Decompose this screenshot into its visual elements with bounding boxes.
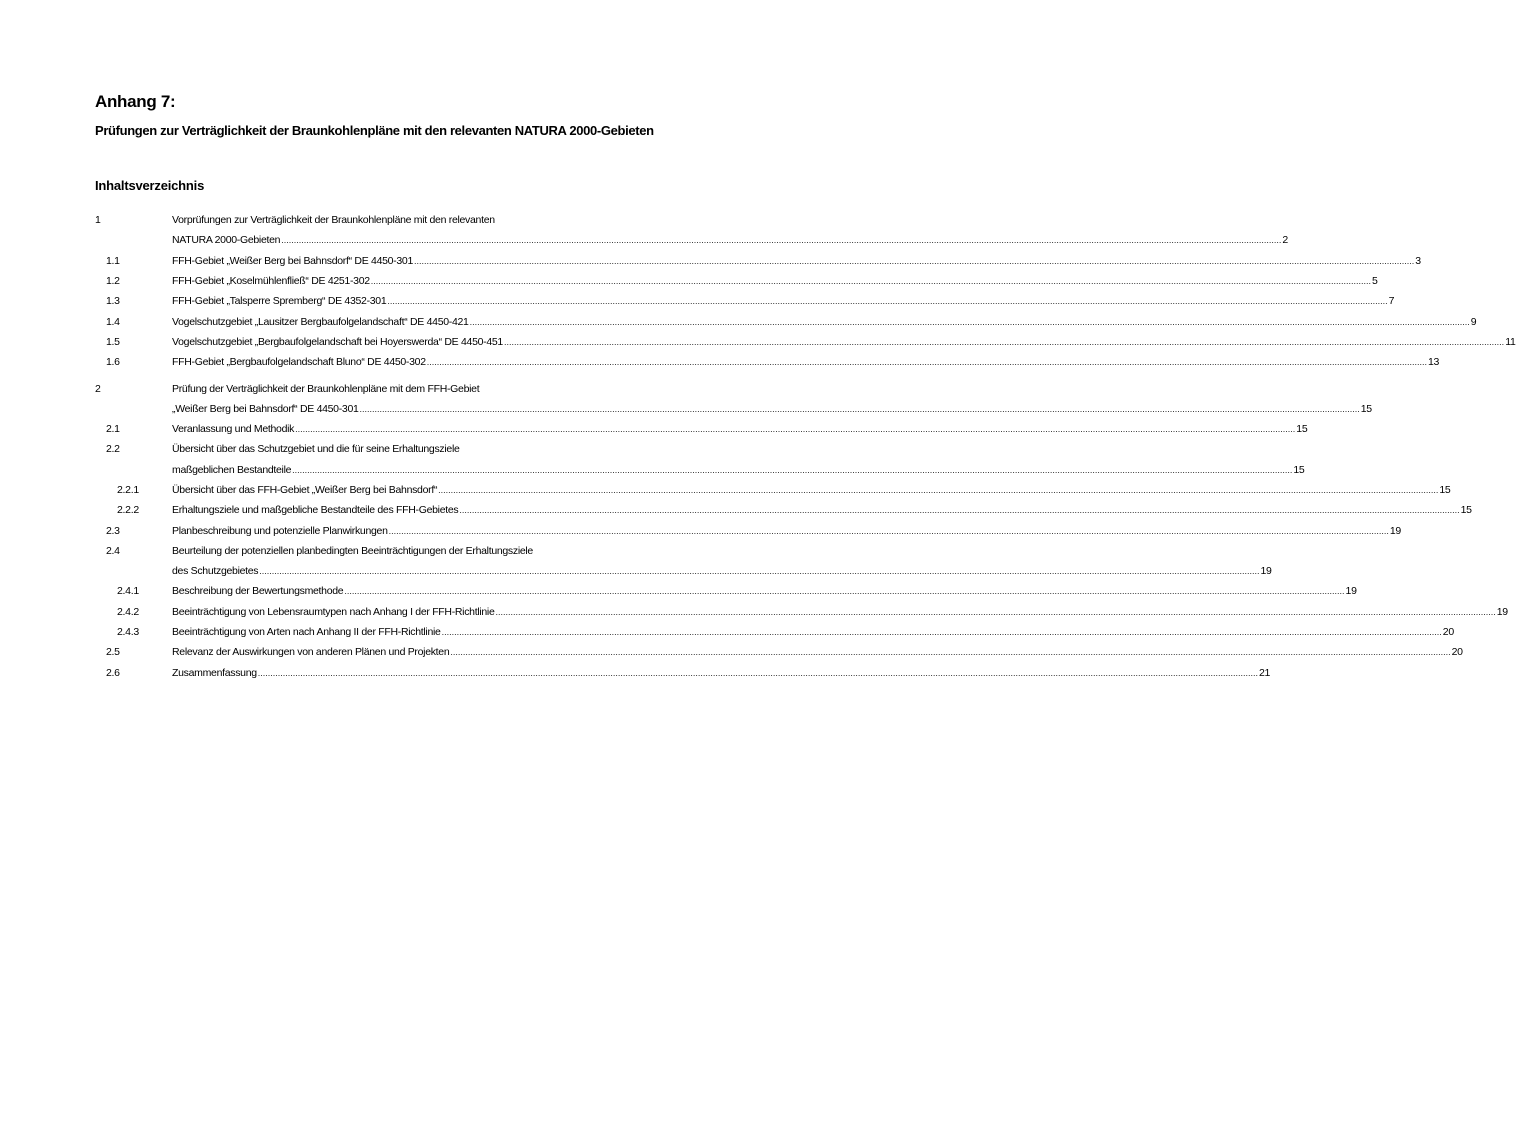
toc-entry-title: Zusammenfassung: [172, 666, 257, 679]
toc-entry-number: 1.2: [106, 275, 120, 288]
toc-entry-title: „Weißer Berg bei Bahnsdorf“ DE 4450-301: [172, 402, 359, 415]
toc-entry-page: 19: [1260, 565, 1272, 578]
toc-entry-title: Vogelschutzgebiet „Lausitzer Bergbaufolgelandschaft“ DE 4450-421: [172, 315, 469, 328]
toc-entry-page: 7: [1388, 295, 1395, 308]
toc-entry-line: [95, 332, 1516, 352]
toc-entry[interactable]: [95, 541, 1272, 582]
toc-dot-leader: ................................................................................................................................................................................................................................................................................................................................................................................................................: [292, 464, 1293, 475]
toc-entry-line: [95, 251, 1421, 271]
toc-dot-leader: ................................................................................................................................................................................................................................................................................................................................................................................................................: [426, 357, 1427, 368]
toc-entry[interactable]: [95, 663, 1271, 683]
toc-entry[interactable]: [95, 642, 1463, 662]
toc-entry-line: [95, 663, 1271, 683]
toc-dot-leader: ................................................................................................................................................................................................................................................................................................................................................................................................................: [259, 566, 1260, 577]
toc-dot-leader: ................................................................................................................................................................................................................................................................................................................................................................................................................: [359, 403, 1360, 414]
toc-entry-number: 2.2: [106, 443, 120, 456]
toc-entry[interactable]: [95, 622, 1454, 642]
toc-dot-leader: ................................................................................................................................................................................................................................................................................................................................................................................................................: [495, 606, 1496, 617]
toc-entry-number: 2.4.1: [117, 585, 139, 598]
toc-entry-page: 15: [1293, 463, 1305, 476]
toc-entry-number: 1.5: [106, 335, 120, 348]
toc-entry-line: [95, 291, 1395, 311]
toc-entry-title: Planbeschreibung und potenzielle Planwirkungen: [172, 524, 388, 537]
toc-entry-page: 5: [1372, 275, 1378, 288]
toc-entry-line: [95, 480, 1451, 500]
toc-entry[interactable]: [95, 581, 1357, 601]
toc-entry-line: [95, 419, 1308, 439]
toc-entry-page: 11: [1505, 335, 1516, 348]
toc-entry-page: 15: [1296, 423, 1308, 436]
toc-entry-title: Beeinträchtigung von Lebensraumtypen nach Anhang I der FFH-Richtlinie: [172, 605, 495, 618]
toc-entry-number: 2.6: [106, 666, 120, 679]
toc-dot-leader: ................................................................................................................................................................................................................................................................................................................................................................................................................: [344, 586, 1345, 597]
toc-entry[interactable]: [95, 210, 1288, 251]
table-of-contents: [95, 210, 1516, 683]
toc-entry-number: 1.4: [106, 315, 120, 328]
toc-entry-line: [95, 622, 1454, 642]
toc-entry-number: 2.3: [106, 524, 120, 537]
toc-entry-title: Relevanz der Auswirkungen von anderen Plänen und Projekten: [172, 646, 450, 659]
toc-dot-leader: ................................................................................................................................................................................................................................................................................................................................................................................................................: [388, 525, 1389, 536]
toc-entry-line: [95, 378, 707, 398]
toc-entry-title: Beurteilung der potenziellen planbedingten Beeinträchtigungen der Erhaltungsziele: [172, 544, 533, 557]
toc-entry[interactable]: [95, 602, 1508, 622]
toc-entry[interactable]: [95, 520, 1401, 540]
toc-entry-page: 19: [1389, 524, 1401, 537]
toc-dot-leader: ................................................................................................................................................................................................................................................................................................................................................................................................................: [503, 336, 1505, 347]
toc-entry-line: [95, 581, 1357, 601]
toc-entry-page: 13: [1427, 356, 1440, 369]
toc-dot-leader: ................................................................................................................................................................................................................................................................................................................................................................................................................: [257, 667, 1258, 678]
toc-entry-page: 9: [1470, 315, 1477, 328]
toc-entry-title: FFH-Gebiet „Koselmühlenfließ“ DE 4251-302: [172, 275, 370, 288]
toc-entry-page: 19: [1345, 585, 1357, 598]
toc-entry-line: [95, 352, 1440, 372]
toc-entry-page: 15: [1460, 504, 1472, 517]
toc-entry-number: 2: [95, 382, 101, 395]
toc-entry-title: Beeinträchtigung von Arten nach Anhang II der FFH-Richtlinie: [172, 626, 441, 639]
toc-dot-leader: ................................................................................................................................................................................................................................................................................................................................................................................................................: [450, 647, 1451, 658]
toc-entry-title: Erhaltungsziele und maßgebliche Bestandteile des FFH-Gebietes: [172, 504, 459, 517]
annex-heading: Anhang 7:: [95, 92, 176, 111]
toc-entry-number: 1.3: [106, 295, 120, 308]
toc-dot-leader: ................................................................................................................................................................................................................................................................................................................................................................................................................: [459, 505, 1460, 516]
toc-entry-title: FFH-Gebiet „Weißer Berg bei Bahnsdorf“ DE 4450-301: [172, 254, 413, 267]
toc-dot-leader: ................................................................................................................................................................................................................................................................................................................................................................................................................: [438, 485, 1439, 495]
toc-entry-line: [95, 311, 1477, 331]
toc-dot-leader: ................................................................................................................................................................................................................................................................................................................................................................................................................: [441, 627, 1442, 638]
toc-entry[interactable]: [95, 291, 1395, 311]
toc-entry[interactable]: [95, 500, 1472, 520]
toc-entry-title: NATURA 2000-Gebieten: [172, 234, 281, 247]
toc-entry-title: maßgeblichen Bestandteile: [172, 463, 292, 476]
toc-entry-title: des Schutzgebietes: [172, 565, 259, 578]
toc-entry[interactable]: [95, 378, 1372, 419]
toc-dot-leader: ................................................................................................................................................................................................................................................................................................................................................................................................................: [469, 316, 1470, 327]
toc-entry[interactable]: [95, 439, 1305, 480]
toc-entry-line: [95, 210, 707, 230]
toc-dot-leader: ................................................................................................................................................................................................................................................................................................................................................................................................................: [414, 255, 1415, 266]
toc-entry[interactable]: [95, 332, 1516, 352]
toc-dot-leader: ................................................................................................................................................................................................................................................................................................................................................................................................................: [281, 235, 1282, 246]
toc-entry-page: 20: [1442, 626, 1454, 639]
toc-entry-title: Veranlassung und Methodik: [172, 423, 295, 436]
toc-entry-line: [95, 399, 1372, 419]
toc-entry-title: Beschreibung der Bewertungsmethode: [172, 585, 344, 598]
toc-entry-page: 21: [1259, 666, 1271, 679]
toc-entry-number: 2.4.2: [117, 605, 139, 618]
toc-dot-leader: ................................................................................................................................................................................................................................................................................................................................................................................................................: [295, 424, 1296, 435]
toc-entry[interactable]: [95, 419, 1308, 439]
toc-entry-number: 2.1: [106, 423, 120, 436]
toc-entry[interactable]: [95, 480, 1451, 500]
annex-subheading: Prüfungen zur Verträglichkeit der Braunkohlenpläne mit den relevanten NATURA 2000-Gebieten: [95, 123, 654, 138]
toc-entry-line: [95, 642, 1463, 662]
toc-entry[interactable]: [95, 311, 1477, 331]
toc-entry-number: 1.1: [106, 254, 120, 267]
toc-entry[interactable]: [95, 271, 1378, 291]
toc-entry-title: Übersicht über das Schutzgebiet und die für seine Erhaltungsziele: [172, 443, 460, 456]
toc-entry-title: Übersicht über das FFH-Gebiet „Weißer Berg bei Bahnsdorf“: [172, 484, 438, 496]
toc-entry-line: [95, 230, 1288, 250]
toc-dot-leader: ................................................................................................................................................................................................................................................................................................................................................................................................................: [370, 276, 1371, 287]
toc-entry-page: 19: [1496, 605, 1508, 618]
toc-entry-number: 2.2.2: [117, 504, 139, 517]
toc-entry-number: 2.4.3: [117, 626, 139, 639]
toc-entry-number: 1.6: [106, 356, 120, 369]
toc-entry-title: Vorprüfungen zur Verträglichkeit der Braunkohlenpläne mit den relevanten: [172, 214, 495, 227]
toc-entry-number: 2.4: [106, 544, 120, 557]
toc-entry[interactable]: [95, 251, 1421, 271]
toc-entry-line: [95, 561, 1272, 581]
toc-entry-number: 2.5: [106, 646, 120, 659]
toc-entry-number: 2.2.1: [117, 484, 139, 496]
toc-entry-title: FFH-Gebiet „Bergbaufolgelandschaft Bluno“ DE 4450-302: [172, 356, 426, 369]
toc-title: Inhaltsverzeichnis: [95, 178, 205, 193]
toc-entry-page: 15: [1360, 402, 1372, 415]
toc-entry-title: Prüfung der Verträglichkeit der Braunkohlenpläne mit dem FFH-Gebiet: [172, 382, 480, 395]
toc-entry-page: 2: [1282, 234, 1288, 247]
toc-entry-page: 15: [1439, 484, 1451, 496]
toc-entry-line: [95, 520, 1401, 540]
toc-dot-leader: ................................................................................................................................................................................................................................................................................................................................................................................................................: [387, 296, 1388, 307]
toc-entry-line: [95, 500, 1472, 520]
toc-entry-page: 3: [1415, 254, 1421, 267]
toc-entry-line: [95, 460, 1305, 480]
toc-entry-line: [95, 602, 1508, 622]
toc-entry-line: [95, 439, 707, 459]
toc-entry-title: Vogelschutzgebiet „Bergbaufolgelandschaft bei Hoyerswerda“ DE 4450-451: [172, 335, 503, 348]
toc-entry-line: [95, 541, 707, 561]
toc-entry[interactable]: [95, 352, 1440, 372]
toc-entry-number: 1: [95, 214, 101, 227]
toc-entry-page: 20: [1451, 646, 1463, 659]
toc-entry-line: [95, 271, 1378, 291]
toc-entry-title: FFH-Gebiet „Talsperre Spremberg“ DE 4352-301: [172, 295, 387, 308]
